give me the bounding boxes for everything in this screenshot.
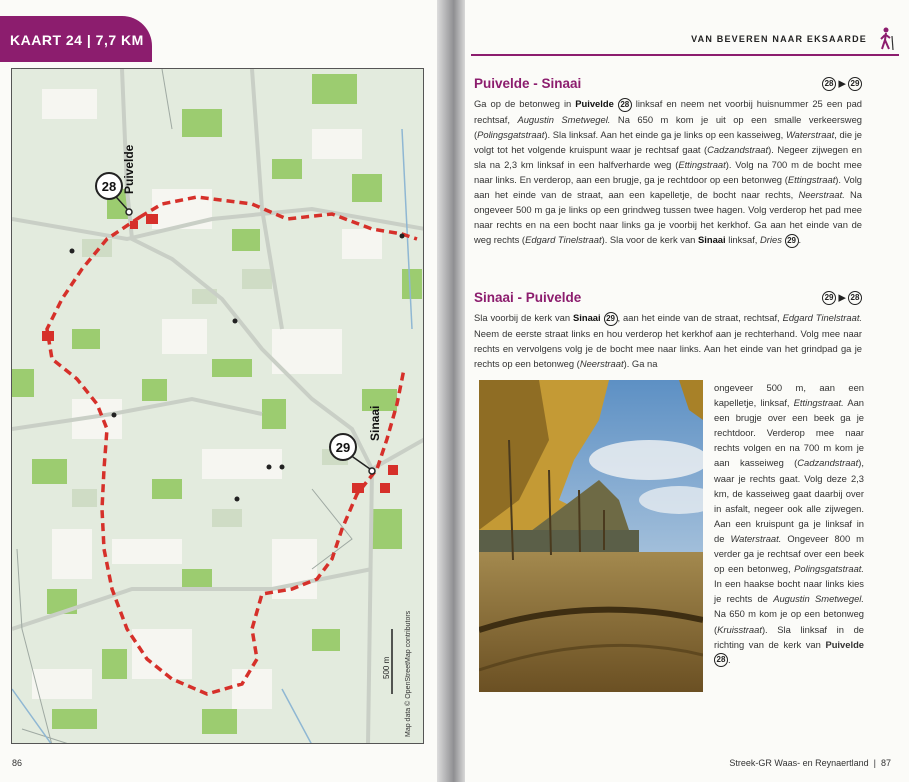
section-sinaai-puivelde — [474, 290, 862, 371]
map-tab — [0, 16, 152, 62]
section2-sidebar-text: ongeveer 500 m, aan een kapelletje, linksaf, Ettingstraat. Aan een brugje over een beek ga je rechtdoor. Verderop mee naar rechts volgen en na 700 m kom je aan kasseiweg (Cadzandstraat), waar je rechts gaat. Volg deze 2,3 km, de kasseiweg gaat daarbij over in asfalt, negeer ook alle zijwegen. Aan een kruispunt ga je linksaf in de Waterstraat. Ongeveer 800 m verder ga je rechtsaf over een beek op een betonweg, Polingsgatstraat. In een haakse bocht naar links kies je rechts de Augustin Smetwegel. Na 650 m kom je op een betonweg (Kruisstraat). Sla linksaf in de richting van de kerk van Puivelde 28 . — [714, 380, 864, 667]
route-map — [11, 68, 424, 744]
section-title — [474, 290, 862, 310]
route-indicator: 28 ▶ 29 — [822, 77, 862, 91]
right-page-number: 87 — [880, 758, 891, 768]
route-from-badge: 29 — [822, 291, 836, 305]
left-page — [0, 0, 437, 782]
route-indicator: 29 ▶ 28 — [822, 291, 862, 305]
map-tab-label: KAART 24 | 7,7 KM — [10, 32, 144, 48]
route-to-badge: 29 — [848, 77, 862, 91]
map-point-28: 28 — [101, 179, 117, 194]
header-rule — [471, 54, 899, 56]
section-title-text: Puivelde - Sinaai — [474, 76, 582, 91]
waypoint-badge: 29 — [785, 234, 799, 248]
footer-guide-name: Streek-GR Waas- en Reynaertland — [729, 758, 869, 768]
waypoint-badge: 28 — [714, 653, 728, 667]
right-page — [465, 0, 909, 782]
section-title — [474, 76, 862, 96]
chapter-header: VAN BEVEREN NAAR EKSAARDE — [691, 34, 867, 44]
map-credit: Map data © OpenStreetMap contributors — [405, 610, 412, 737]
section-puivelde-sinaai — [474, 76, 862, 248]
waypoint-badge: 29 — [604, 312, 618, 326]
waypoint-badge: 28 — [618, 98, 632, 112]
left-page-number: 86 — [12, 758, 23, 768]
route-to-badge: 28 — [848, 291, 862, 305]
map-scale-label: 500 m — [382, 656, 391, 679]
map-label-puivelde: Puivelde — [122, 144, 136, 194]
map-point-29: 29 — [335, 440, 351, 455]
right-footer: Streek-GR Waas- en Reynaertland | 87 — [729, 758, 891, 768]
map-svg — [12, 69, 424, 744]
hiker-icon — [877, 27, 897, 51]
route-from-badge: 28 — [822, 77, 836, 91]
map-label-sinaai: Sinaai — [368, 405, 382, 441]
landscape-photo — [479, 380, 703, 692]
book-spine — [437, 0, 465, 782]
section-body: Ga op de betonweg in Puivelde 28 linksaf en neem net voorbij huisnummer 25 een pad rechtsaf, Augustin Smetwegel. Na 650 m kom je uit op een smalle verkeersweg (Polingsgatstraat). Sla linksaf. Aan het einde ga je links op een kasseiweg, Waterstraat, die je volgt tot het volgende kruispunt waar je rechtsaf gaat (Cadzandstraat). Negeer zijwegen en sla na 2,3 km linksaf in een halfverharde weg (Ettingstraat). Volg na 700 m de bocht mee naar links. En verderop, aan een brugje, ga je rechtdoor op een betonweg (Ettingstraat). Volg aan het einde van de straat, aan een kapelletje, de bocht naar rechts, Neerstraat. Na ongeveer 500 m ga je links op een grindweg tussen twee hagen. Volg verderop het pad mee naar rechts en na een bocht naar links ga je voorbij het kerkhof. Ga aan het einde van de weg rechts (Edgard Tinelstraat). Sla voor de kerk van Sinaai linksaf, Dries 29 . — [474, 96, 862, 248]
section-body: Sla voorbij de kerk van Sinaai 29 , aan het einde van de straat, rechtsaf, Edgard Tinelstraat. Neem de eerste straat links en hou verderop het kerkhof aan je rechterhand. Volg mee naar rechts en vervolgens volg je de bocht mee naar links. Aan het einde van het grindpad ga je rechts op een betonweg (Neerstraat). Ga na — [474, 312, 863, 369]
section-title-text: Sinaai - Puivelde — [474, 290, 582, 305]
